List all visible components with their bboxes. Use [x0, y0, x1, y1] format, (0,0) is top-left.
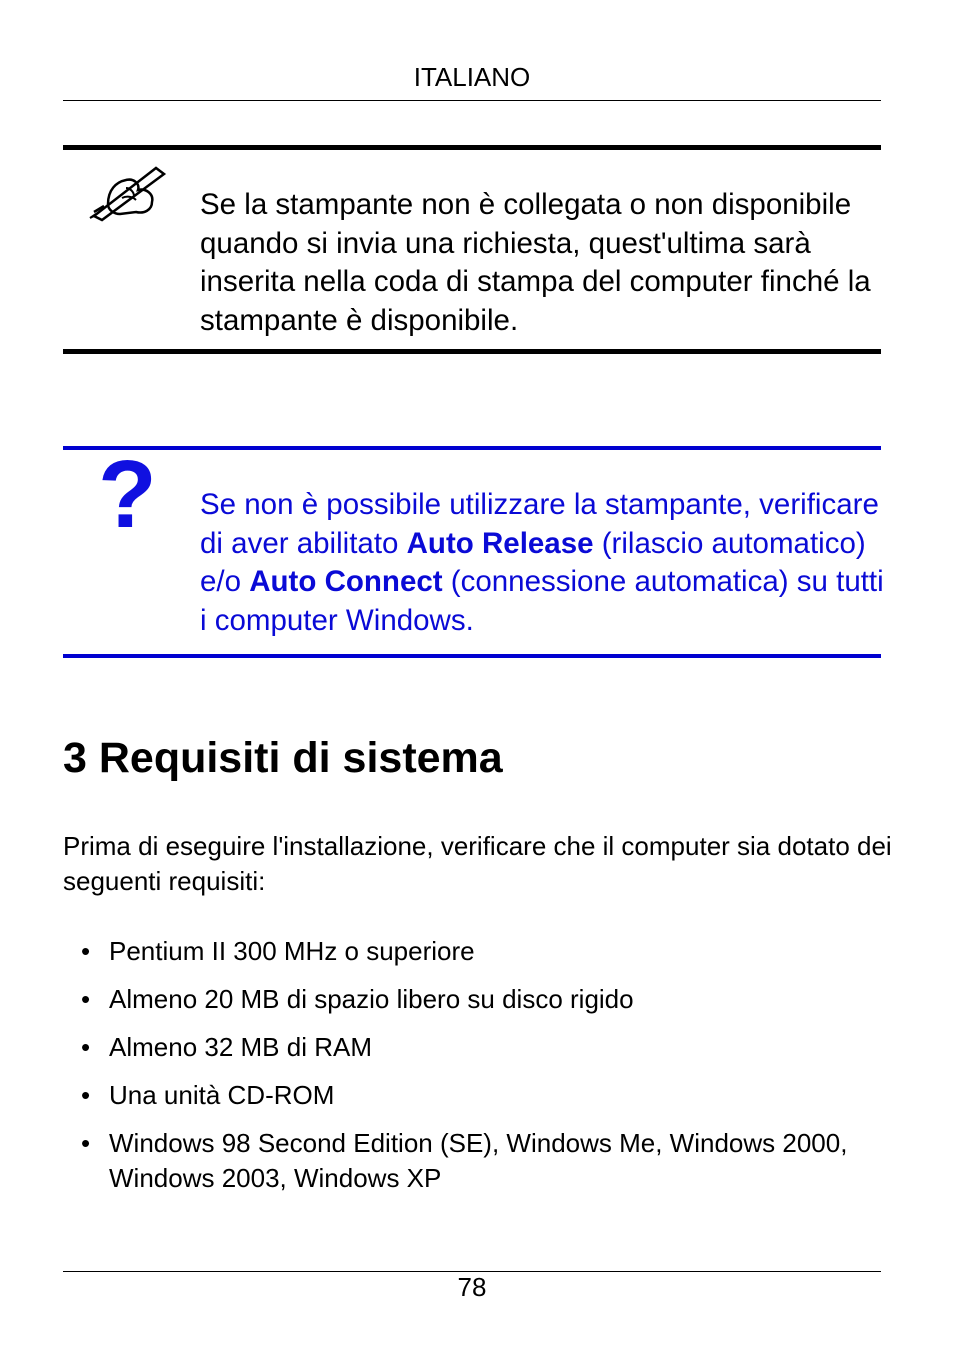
note-text: Se la stampante non è collegata o non disponibile quando si invia una richiesta, quest'ultima sarà inserita nella coda di stampa del computer finché la stampante è disponibile.	[200, 188, 871, 337]
bullet-icon: •	[81, 1128, 91, 1158]
bullet-icon: •	[81, 1080, 91, 1110]
list-item: • Windows 98 Second Edition (SE), Windows Me, Windows 2000, Windows 2003, Windows XP	[81, 1128, 848, 1193]
tip-top-rule	[63, 446, 881, 450]
page-number: 78	[457, 1272, 487, 1302]
note-top-rule	[63, 145, 881, 150]
auto-connect-term: Auto Connect	[249, 565, 443, 598]
list-item: • Pentium II 300 MHz o superiore	[63, 934, 893, 969]
header-divider	[63, 100, 881, 101]
tip-text: Se non è possibile utilizzare la stampante, verificare di aver abilitato Auto Release (rilascio automatico) e/o Auto Connect (connessione automatica) su tutti i computer Windows.	[200, 488, 884, 637]
hand-writing-icon	[86, 160, 172, 227]
list-item: • Almeno 32 MB di RAM	[63, 1030, 893, 1065]
auto-release-term: Auto Release	[406, 526, 594, 560]
bullet-icon: •	[81, 984, 91, 1014]
page-header-language: ITALIANO	[413, 62, 531, 92]
section-title: 3 Requisiti di sistema	[63, 734, 503, 782]
note-bottom-rule	[63, 349, 881, 354]
tip-bottom-rule	[63, 654, 881, 658]
question-mark-icon: ?	[98, 441, 157, 548]
requirements-list	[63, 934, 893, 1209]
bullet-icon: •	[81, 936, 91, 966]
bullet-icon: •	[81, 1032, 91, 1062]
list-item: • Almeno 20 MB di spazio libero su disco rigido	[63, 982, 893, 1017]
list-item: • Una unità CD-ROM	[63, 1078, 893, 1113]
section-intro: Prima di eseguire l'installazione, verificare che il computer sia dotato dei seguenti requisiti:	[63, 831, 892, 896]
